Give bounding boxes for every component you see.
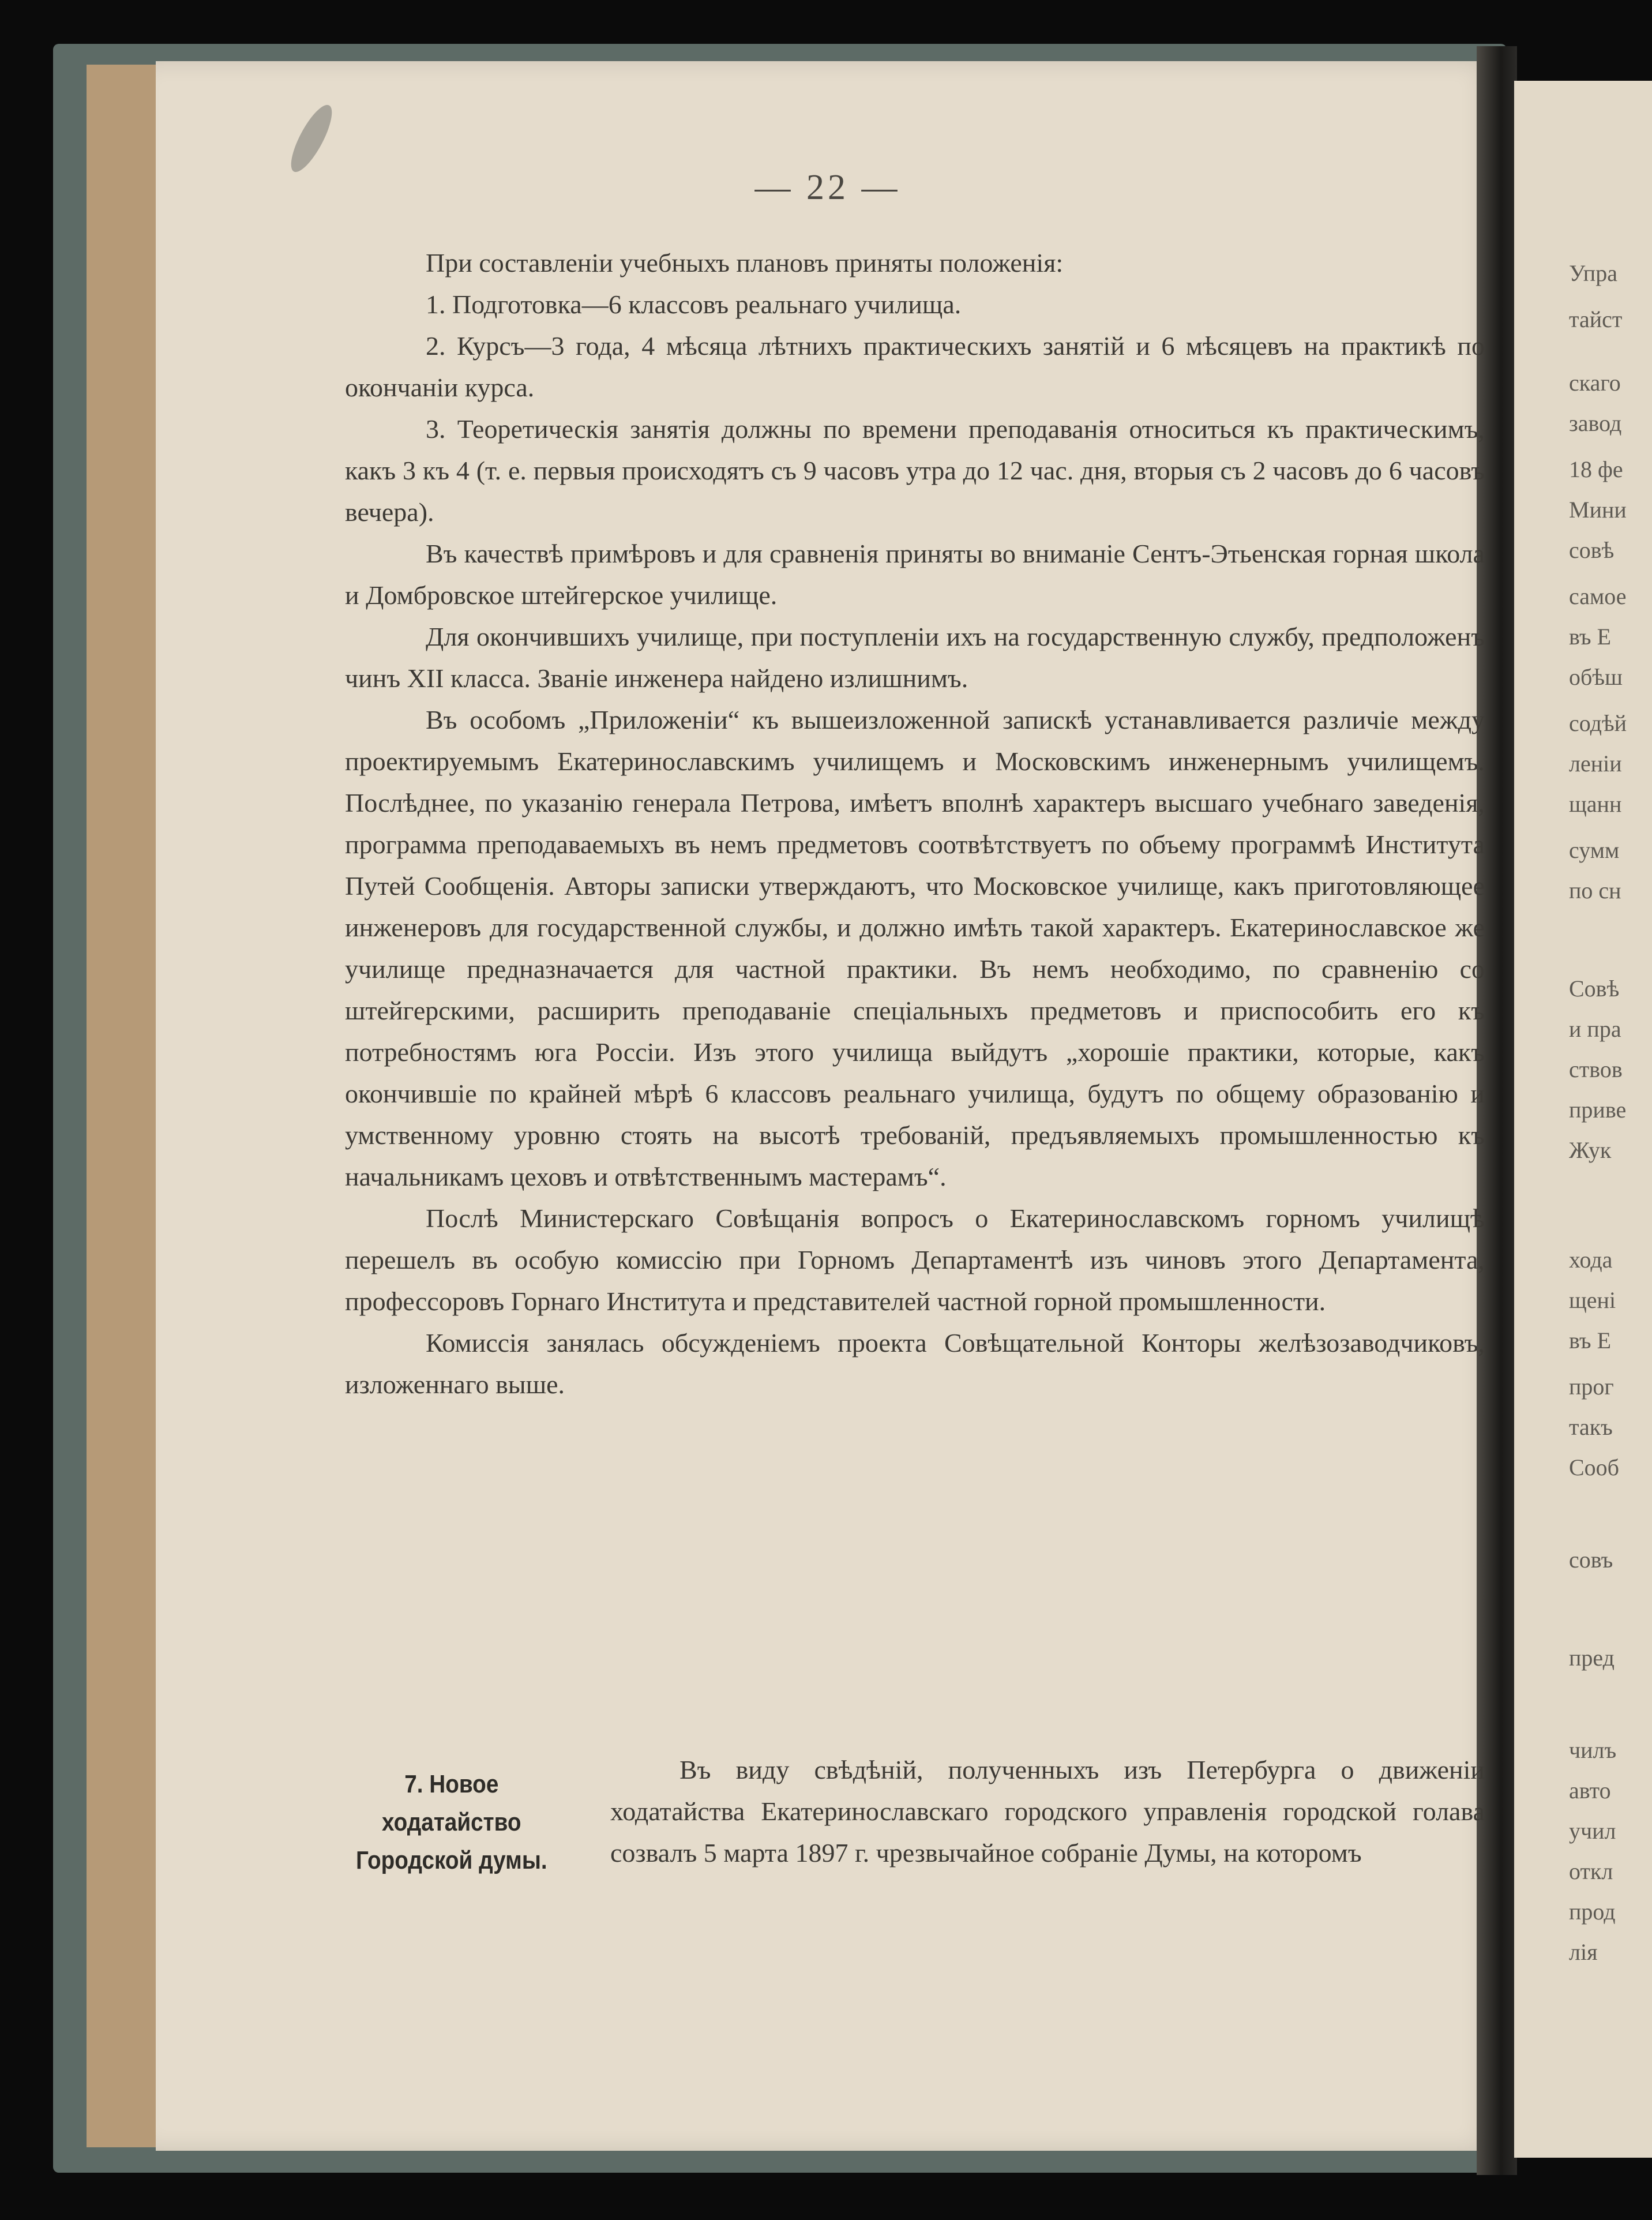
facing-page-line: Жук [1569, 1137, 1612, 1163]
page-number: — 22 — [754, 168, 901, 207]
facing-page-line: совѣ [1569, 537, 1615, 563]
facing-page-line: совъ [1569, 1547, 1613, 1573]
facing-page-line: скаго [1569, 370, 1621, 396]
facing-page-line: Мини [1569, 497, 1627, 523]
paragraph: Въ особомъ „Приложеніи“ къ вышеизложенной запискѣ устанавливается различіе между проектируемымъ Екатеринославскимъ училищемъ и Московскимъ инженернымъ училищемъ. Послѣднее, по указанію генерала Петрова, имѣетъ вполнѣ характеръ высшаго учебнаго заведенія, программа преподаваемыхъ въ немъ предметовъ соотвѣтствуетъ по объему программѣ Института Путей Сообщенія. Авторы записки утверждаютъ, что Московское училище, какъ приготовляющее инженеровъ для государственной службы, и должно имѣть такой характеръ. Екатеринославское же училище предназначается для частной практики. Въ немъ необходимо, по сравненію со штейгерскими, расширить преподаваніе спеціальныхъ предметовъ и приспособить его къ потребностямъ юга Россіи. Изъ этого училища выйдутъ „хорошіе практики, которые, какъ окончившіе по крайней мѣрѣ 6 классовъ реальнаго училища, будутъ по общему образованію и умственному уровню стоять на высотѣ требованій, предъявляемыхъ промышленностью къ начальникамъ цеховъ и отвѣтственнымъ мастерамъ“. [345, 705, 1485, 1191]
facing-page-line: прог [1569, 1374, 1614, 1400]
paragraph: При составленіи учебныхъ плановъ приняты положенія: [426, 248, 1064, 278]
facing-page-line: щені [1569, 1287, 1616, 1313]
facing-page-line: содѣй [1569, 710, 1627, 736]
facing-page-line: Совѣ [1569, 976, 1620, 1002]
facing-page-line: завод [1569, 410, 1622, 436]
facing-page-line: сумм [1569, 837, 1620, 863]
facing-page-line: по сн [1569, 877, 1621, 903]
facing-page-line: леніи [1569, 751, 1622, 777]
paragraph: 1. Подготовка—6 классовъ реальнаго училища. [426, 290, 962, 319]
facing-page-line: откл [1569, 1858, 1613, 1884]
facing-page-line: щанн [1569, 791, 1622, 817]
paragraph: Послѣ Министерскаго Совѣщанія вопросъ о Екатеринославскомъ горномъ училищѣ перешелъ въ особую комиссію при Горномъ Департаментѣ изъ чиновъ этого Департамента, профессоровъ Горнаго Института и представителей частной горной промышленности. [345, 1203, 1485, 1316]
paragraph: Въ виду свѣдѣній, полученныхъ изъ Петербурга о движеніи ходатайства Екатеринославскаго городского управленія городской голава созвалъ 5 марта 1897 г. чрезвычайное собраніе Думы, на которомъ [610, 1755, 1485, 1867]
facing-page-line: въ Е [1569, 624, 1612, 650]
paragraph: 2. Курсъ—3 года, 4 мѣсяца лѣтнихъ практическихъ занятій и 6 мѣсяцевъ на практикѣ по окончаніи курса. [345, 331, 1485, 402]
facing-page-line: чилъ [1569, 1737, 1617, 1763]
main-text [345, 242, 1485, 1405]
section-7 [345, 1749, 1485, 1922]
board-edge [87, 65, 162, 2147]
facing-page-text [1569, 0, 1652, 2220]
facing-page-line: обѣш [1569, 664, 1623, 690]
facing-page-line: приве [1569, 1097, 1627, 1123]
facing-page-line: и пра [1569, 1016, 1621, 1042]
facing-page-line: 18 фе [1569, 456, 1623, 482]
facing-page-line: хода [1569, 1247, 1613, 1273]
facing-page-line: тайст [1569, 306, 1623, 332]
facing-page-line: лія [1569, 1939, 1598, 1965]
paragraph: 3. Теоретическія занятія должны по времени преподаванія относиться къ практическимъ, какъ 3 къ 4 (т. е. первыя происходятъ съ 9 часовъ утра до 12 час. дня, вторыя съ 2 часовъ до 6 часовъ вечера). [345, 414, 1485, 527]
facing-page-line: въ Е [1569, 1327, 1612, 1353]
section-text [610, 1749, 1485, 1874]
facing-page-line: Сооб [1569, 1454, 1620, 1480]
paragraph: Для окончившихъ училище, при поступленіи ихъ на государственную службу, предположенъ чинъ XII класса. Званіе инженера найдено излишнимъ. [345, 622, 1485, 693]
facing-page-line: такъ [1569, 1414, 1613, 1440]
margin-heading: 7. Новое ходатайство Городской думы. [355, 1770, 547, 1874]
facing-page-line: учил [1569, 1818, 1616, 1844]
facing-page-line: ствов [1569, 1056, 1623, 1082]
facing-page-line: самое [1569, 583, 1627, 609]
facing-page-line: Упра [1569, 260, 1617, 286]
paragraph: Комиссія занялась обсужденіемъ проекта Совѣщательной Конторы желѣзозаводчиковъ, изложеннаго выше. [345, 1328, 1485, 1399]
paragraph: Въ качествѣ примѣровъ и для сравненія приняты во вниманіе Сентъ-Этьенская горная школа и Домбровское штейгерское училище. [345, 539, 1485, 610]
facing-page-line: пред [1569, 1645, 1615, 1671]
facing-page-line: прод [1569, 1899, 1616, 1925]
facing-page-line: авто [1569, 1777, 1611, 1803]
